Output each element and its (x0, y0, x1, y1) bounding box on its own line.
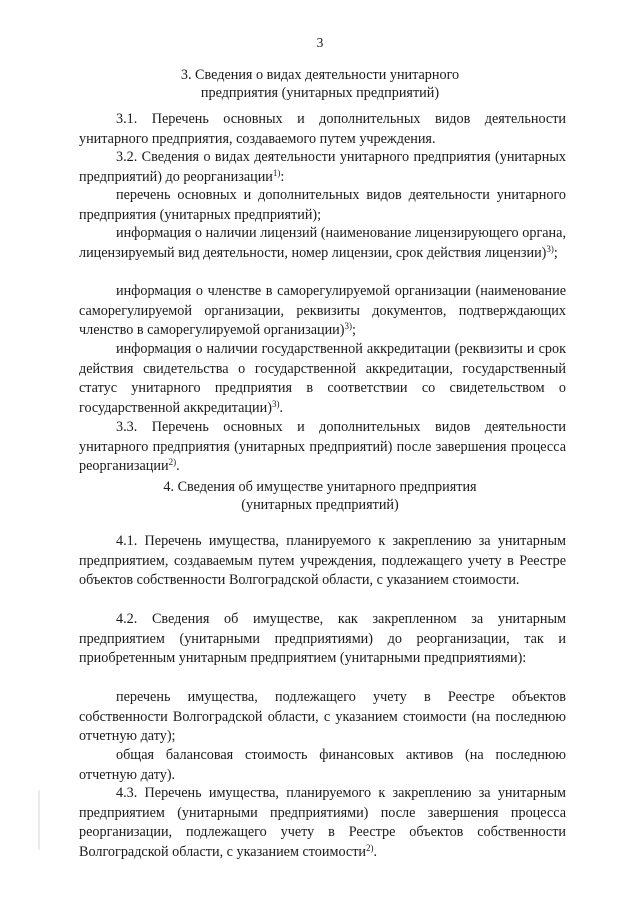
section-3-heading (110, 66, 530, 102)
paragraph-3-2 (79, 148, 566, 187)
paragraph-4-3 (79, 784, 566, 862)
list-item-licenses-text: информация о наличии лицензий (наименование лицензирующего органа, лицензируемый вид деятельности, номер лицензии, срок действия лицензии) (79, 225, 566, 261)
page-number: 3 (316, 35, 324, 50)
scan-edge-mark (38, 790, 40, 850)
paragraph-4-2: 4.2. Сведения об имуществе, как закрепленном за унитарным предприятием (унитарными предприятиями) до реорганизации, так и приобретенным унитарным предприятием (унитарными предприятиями): (79, 611, 566, 666)
section-4-heading (110, 478, 530, 514)
footnote-ref: 2) (366, 842, 374, 853)
section-4-heading-line2: (унитарных предприятий) (241, 497, 399, 513)
footnote-ref: 3) (344, 321, 352, 331)
list-item-property: перечень имущества, подлежащего учету в Реестре объектов собственности Волгоградской области, с указанием стоимости (на последнюю отчетную дату); (79, 689, 566, 744)
section-3-heading-line2: предприятия (унитарных предприятий) (200, 85, 440, 101)
list-item-sro (79, 282, 566, 341)
paragraph-3-3 (79, 418, 566, 477)
list-item-sro-tail: ; (352, 322, 356, 338)
footnote-ref: 3) (271, 398, 280, 409)
paragraph-3-2-tail: : (280, 168, 285, 185)
paragraph-3-3-text: 3.3. Перечень основных и дополнительных видов деятельности унитарного предприятия (унитарных предприятий) после завершения процесса реорганизации (79, 419, 566, 474)
paragraph-3-3-tail: . (176, 458, 180, 474)
list-item-licenses (79, 224, 566, 263)
list-item-financial-assets: общая балансовая стоимость финансовых активов (на последнюю отчетную дату). (79, 747, 566, 783)
paragraph-3-1: 3.1. Перечень основных и дополнительных видов деятельности унитарного предприятия, создаваемого путем учреждения. (79, 111, 566, 147)
footnote-ref: 1) (272, 167, 281, 178)
paragraph-4-3-tail: . (373, 843, 378, 860)
list-item-sro-text: информация о членстве в саморегулируемой организации (наименование саморегулируемой организации, реквизиты документов, подтверждающих членство в саморегулируемой организации) (79, 283, 566, 338)
paragraph-4-3-text: 4.3. Перечень имущества, планируемого к закреплению за унитарным предприятием (унитарными предприятиями) после завершения процесса реорганизации, подлежащего учету в Реестре объектов собственности Волгоградской области, с указанием стоимости (79, 785, 566, 860)
paragraph-3-2-text: 3.2. Сведения о видах деятельности унитарного предприятия (унитарных предприятий) до реорганизации (79, 149, 566, 185)
paragraph-4-1: 4.1. Перечень имущества, планируемого к закреплению за унитарным предприятием, создаваемым путем учреждения, подлежащего учету в Реестре объектов собственности Волгоградской области, с указанием стоимости. (79, 533, 566, 588)
list-item-licenses-tail: ; (553, 244, 558, 261)
list-item-accreditation (79, 340, 566, 418)
footnote-ref: 3) (546, 243, 554, 254)
section-4-heading-line1: 4. Сведения об имуществе унитарного предприятия (163, 479, 477, 495)
list-item-accreditation-tail: . (279, 399, 283, 416)
footnote-ref: 2) (168, 457, 177, 467)
list-item-accreditation-text: информация о наличии государственной аккредитации (реквизиты и срок действия свидетельства о государственной аккредитации, государственный статус унитарного предприятия в соответствии со свидетельством о государственной аккредитации) (79, 341, 566, 416)
list-item-activities: перечень основных и дополнительных видов деятельности унитарного предприятия (унитарных предприятий); (79, 187, 566, 223)
section-3-heading-line1: 3. Сведения о видах деятельности унитарного (180, 67, 460, 83)
